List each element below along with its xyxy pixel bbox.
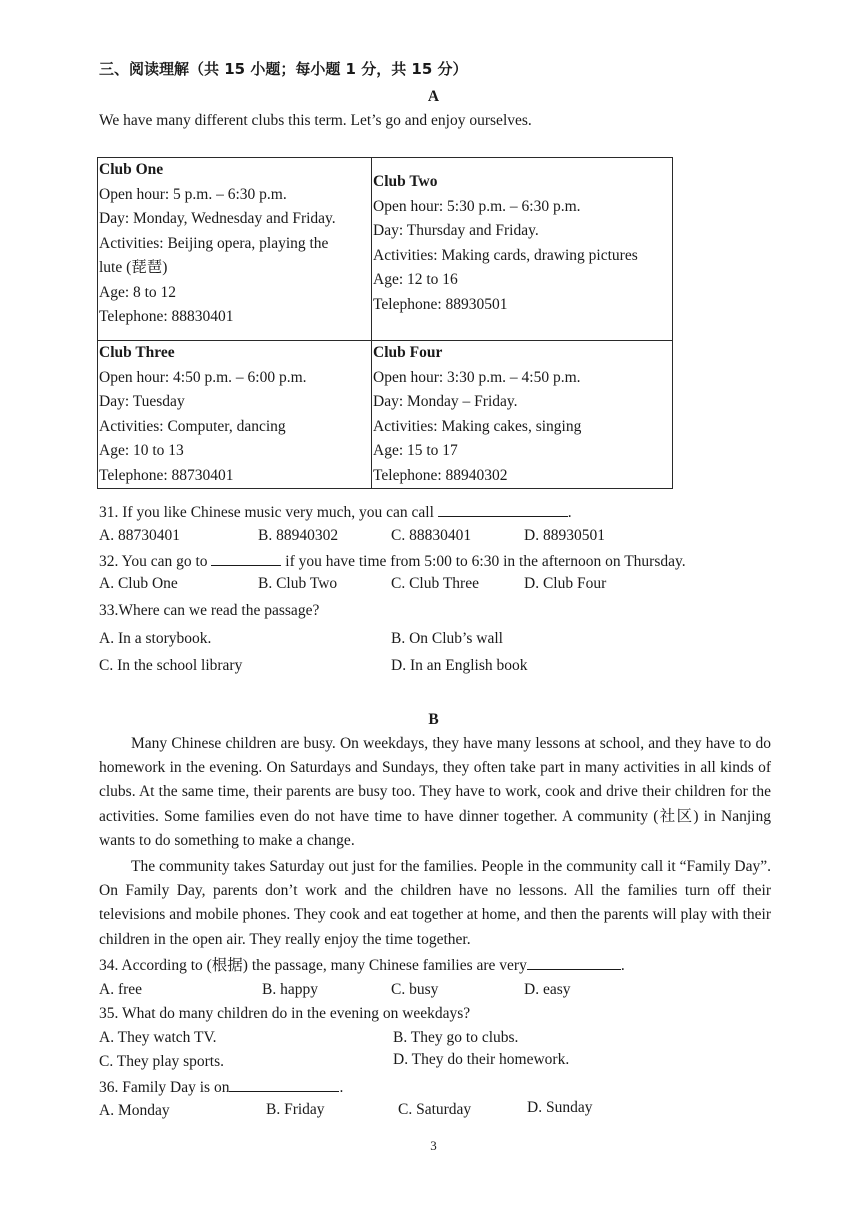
option-a: A. Monday: [99, 1102, 170, 1119]
option-b: B. Friday: [266, 1101, 325, 1118]
question-stem: 36. Family Day is on: [99, 1079, 230, 1096]
option-b: B. They go to clubs.: [393, 1029, 519, 1046]
clubs-table: [97, 157, 673, 489]
answer-blank: [438, 501, 568, 517]
option-a: A. free: [99, 981, 143, 998]
option-c: C. busy: [391, 981, 439, 998]
question-32: [99, 550, 686, 572]
club-two-cell: [372, 158, 673, 341]
question-34: [99, 954, 625, 976]
question-33: 33.Where can we read the passage?: [99, 602, 320, 619]
club-line: lute (琵琶): [99, 259, 168, 276]
option-a: A. 88730401: [99, 527, 180, 544]
club-title: Club Three: [99, 344, 175, 361]
club-line: Age: 8 to 12: [99, 283, 177, 301]
option-c: C. Club Three: [391, 575, 479, 592]
section-heading: 三、阅读理解（共 15 小题；每小题 1 分，共 15 分）: [99, 60, 468, 78]
part-a-intro: We have many different clubs this term. Let’s go and enjoy ourselves.: [99, 112, 532, 129]
option-d: D. easy: [524, 981, 571, 998]
option-d: D. In an English book: [391, 657, 528, 674]
club-three-cell: [98, 341, 372, 489]
question-stem-end: .: [339, 1079, 344, 1096]
question-stem: 34. According to (根据) the passage, many Chinese families are very: [99, 957, 527, 974]
club-title: Club Two: [373, 173, 438, 190]
option-b: B. happy: [262, 981, 318, 998]
club-line: Open hour: 3:30 p.m. – 4:50 p.m.: [373, 368, 581, 386]
option-a: A. Club One: [99, 575, 178, 592]
question-36: [99, 1076, 343, 1098]
answer-blank: [211, 550, 281, 566]
club-line: Age: 10 to 13: [99, 442, 184, 459]
club-line: Telephone: 88730401: [99, 466, 234, 484]
club-line: Telephone: 88930501: [373, 295, 508, 313]
club-four-cell: [372, 341, 673, 489]
answer-blank: [229, 1076, 339, 1092]
club-line: Age: 12 to 16: [373, 271, 458, 288]
option-d: D. 88930501: [524, 527, 605, 544]
question-stem-end: if you have time from 5:00 to 6:30 in the afternoon on Thursday.: [285, 553, 686, 570]
page-number: 3: [430, 1138, 437, 1153]
club-title: Club Four: [373, 344, 443, 361]
club-line: Activities: Beijing opera, playing the: [99, 234, 329, 252]
option-c: C. They play sports.: [99, 1053, 224, 1070]
question-stem: 31. If you like Chinese music very much, you can call: [99, 504, 434, 521]
option-c: C. 88830401: [391, 527, 472, 544]
passage-paragraph-1: Many Chinese children are busy. On weekdays, they have many lessons at school, and they have to do homework in the evening. On Saturdays and Sundays, they often take part in many activities in all kinds of clubs. At the same time, their parents are busy too. They have to work, cook and drive their children for the activities. Some families even do not have time to have dinner together. A community (社区) in Nanjing wants to do something to make a change.: [99, 735, 771, 849]
answer-blank: [527, 954, 621, 970]
part-a-label: A: [427, 88, 440, 105]
question-31: [99, 501, 572, 523]
club-line: Day: Monday, Wednesday and Friday.: [99, 210, 336, 227]
question-stem-end: .: [567, 504, 572, 521]
option-d: D. They do their homework.: [393, 1051, 570, 1068]
option-a: A. They watch TV.: [99, 1029, 217, 1046]
option-c: C. In the school library: [99, 657, 243, 674]
option-b: B. Club Two: [258, 575, 338, 592]
club-line: Activities: Making cakes, singing: [373, 417, 582, 435]
option-b: B. 88940302: [258, 527, 339, 544]
option-a: A. In a storybook.: [99, 630, 212, 647]
club-line: Day: Monday – Friday.: [373, 393, 518, 410]
club-line: Open hour: 5:30 p.m. – 6:30 p.m.: [373, 197, 581, 215]
option-d: D. Sunday: [527, 1099, 593, 1116]
club-title: Club One: [99, 161, 164, 178]
club-line: Telephone: 88940302: [373, 466, 508, 484]
club-line: Age: 15 to 17: [373, 442, 458, 459]
part-b-label: B: [428, 711, 439, 728]
option-d: D. Club Four: [524, 575, 607, 592]
passage-paragraph-2: The community takes Saturday out just for the families. People in the community call it “Family Day”. On Family Day, parents don’t work and the children have no lessons. All the families turn off their televisions and mobile phones. They cook and eat together at home, and then the parents will play with their children in the open air. They really enjoy the time together.: [99, 858, 771, 948]
option-c: C. Saturday: [398, 1101, 472, 1118]
club-line: Day: Thursday and Friday.: [373, 222, 539, 239]
question-35: 35. What do many children do in the evening on weekdays?: [99, 1005, 471, 1022]
question-stem-end: .: [620, 957, 625, 974]
club-one-cell: [98, 158, 372, 341]
club-line: Day: Tuesday: [99, 393, 185, 410]
club-line: Activities: Making cards, drawing pictures: [373, 246, 638, 264]
club-line: Activities: Computer, dancing: [99, 417, 286, 435]
club-line: Telephone: 88830401: [99, 308, 234, 325]
option-b: B. On Club’s wall: [391, 630, 503, 647]
club-line: Open hour: 4:50 p.m. – 6:00 p.m.: [99, 368, 307, 386]
question-stem: 32. You can go to: [99, 553, 208, 570]
club-line: Open hour: 5 p.m. – 6:30 p.m.: [99, 185, 287, 203]
